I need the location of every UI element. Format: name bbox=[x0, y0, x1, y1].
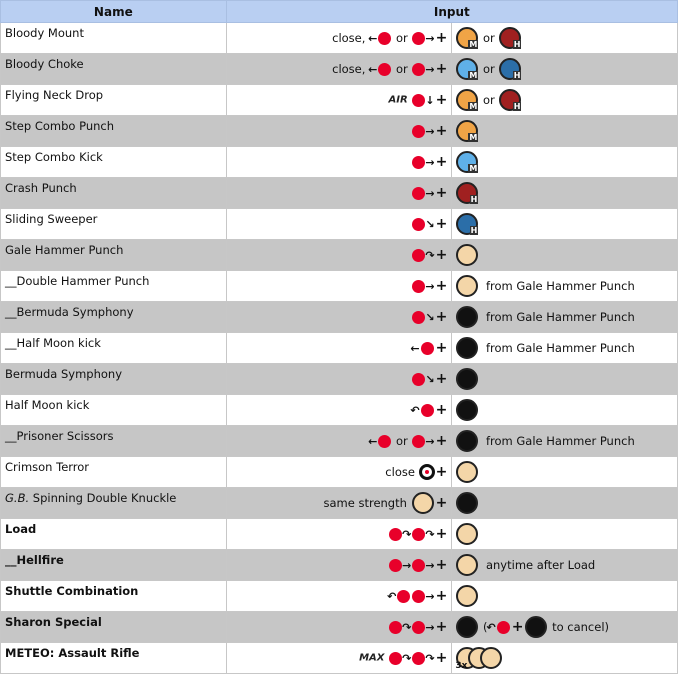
table-row bbox=[1, 147, 678, 178]
move-note: from Gale Hammer Punch bbox=[485, 310, 635, 324]
punch-icon bbox=[456, 275, 478, 297]
plus-icon: + bbox=[435, 495, 448, 511]
joystick-icon bbox=[412, 94, 425, 107]
move-note: from Gale Hammer Punch bbox=[485, 279, 635, 293]
arrow-right-icon: → bbox=[425, 186, 435, 200]
table-row bbox=[1, 178, 678, 209]
plus-icon: + bbox=[511, 619, 524, 635]
button-cell bbox=[452, 240, 678, 271]
back-quarter-circle-icon: ↶ bbox=[486, 620, 496, 634]
arrow-right-icon: → bbox=[425, 31, 435, 45]
joystick-icon bbox=[412, 249, 425, 262]
plus-icon: + bbox=[435, 464, 448, 480]
motion-cell bbox=[226, 612, 452, 643]
arrow-left-icon: ← bbox=[410, 341, 420, 355]
punch-icon bbox=[480, 647, 502, 669]
max-label: MAX bbox=[359, 652, 385, 664]
table-row bbox=[1, 209, 678, 240]
paren-open: ( bbox=[482, 620, 488, 634]
joystick-icon bbox=[412, 218, 425, 231]
joystick-icon bbox=[412, 590, 425, 603]
plus-icon: + bbox=[435, 185, 448, 201]
motion-cell bbox=[226, 209, 452, 240]
joystick-icon bbox=[412, 435, 425, 448]
medium-punch-icon: M bbox=[456, 120, 478, 142]
triple-punch-icon bbox=[455, 647, 505, 669]
table-row bbox=[1, 581, 678, 612]
full-circle-icon bbox=[419, 464, 435, 480]
air-label: AIR bbox=[388, 94, 408, 106]
motion-cell bbox=[226, 457, 452, 488]
punch-icon bbox=[456, 523, 478, 545]
table-row bbox=[1, 271, 678, 302]
move-name-rest: Spinning Double Knuckle bbox=[29, 491, 177, 505]
joystick-icon bbox=[412, 187, 425, 200]
motion-cell bbox=[226, 550, 452, 581]
button-cell bbox=[452, 85, 678, 116]
punch-icon bbox=[456, 244, 478, 266]
quarter-circle-icon: ↷ bbox=[425, 651, 435, 665]
motion-cell bbox=[226, 426, 452, 457]
button-cell bbox=[452, 23, 678, 54]
move-name: Sliding Sweeper bbox=[1, 209, 227, 240]
plus-icon: + bbox=[435, 30, 448, 46]
joystick-icon bbox=[389, 621, 402, 634]
move-name: Gale Hammer Punch bbox=[1, 240, 227, 271]
move-note: anytime after Load bbox=[485, 558, 596, 572]
motion-cell bbox=[226, 364, 452, 395]
button-cell bbox=[452, 116, 678, 147]
heavy-kick-icon: H bbox=[499, 58, 521, 80]
quarter-circle-icon: ↷ bbox=[425, 248, 435, 262]
button-cell bbox=[452, 612, 678, 643]
plus-icon: + bbox=[435, 278, 448, 294]
plus-icon: + bbox=[435, 433, 448, 449]
joystick-icon bbox=[389, 528, 402, 541]
plus-icon: + bbox=[435, 92, 448, 108]
medium-punch-icon: M bbox=[456, 27, 478, 49]
move-note: from Gale Hammer Punch bbox=[485, 341, 635, 355]
joystick-icon bbox=[397, 590, 410, 603]
button-cell bbox=[452, 364, 678, 395]
joystick-icon bbox=[412, 652, 425, 665]
quarter-circle-icon: ↷ bbox=[402, 620, 412, 634]
arrow-right-icon: → bbox=[425, 434, 435, 448]
move-name bbox=[1, 488, 227, 519]
arrow-right-icon: → bbox=[425, 279, 435, 293]
plus-icon: + bbox=[435, 309, 448, 325]
motion-cell bbox=[226, 23, 452, 54]
joystick-icon bbox=[412, 125, 425, 138]
kick-icon bbox=[456, 430, 478, 452]
kick-icon bbox=[456, 306, 478, 328]
move-name: __Hellfire bbox=[1, 550, 227, 581]
plus-icon: + bbox=[435, 154, 448, 170]
table-row bbox=[1, 395, 678, 426]
arrow-down-icon: ↓ bbox=[425, 93, 435, 107]
quarter-circle-icon: ↷ bbox=[402, 527, 412, 541]
button-cell bbox=[452, 550, 678, 581]
joystick-icon bbox=[389, 652, 402, 665]
table-row bbox=[1, 519, 678, 550]
button-cell bbox=[452, 643, 678, 674]
punch-icon bbox=[456, 585, 478, 607]
arrow-down-right-icon: ↘ bbox=[425, 217, 435, 231]
joystick-icon bbox=[412, 63, 425, 76]
joystick-icon bbox=[412, 32, 425, 45]
move-name: __Prisoner Scissors bbox=[1, 426, 227, 457]
plus-icon: + bbox=[435, 588, 448, 604]
button-cell bbox=[452, 581, 678, 612]
button-cell bbox=[452, 457, 678, 488]
motion-cell bbox=[226, 271, 452, 302]
move-name: Bermuda Symphony bbox=[1, 364, 227, 395]
table-row bbox=[1, 426, 678, 457]
joystick-icon bbox=[412, 311, 425, 324]
arrow-right-icon: → bbox=[402, 558, 412, 572]
header-row bbox=[1, 1, 678, 23]
move-name: Flying Neck Drop bbox=[1, 85, 227, 116]
button-cell bbox=[452, 209, 678, 240]
table-row bbox=[1, 612, 678, 643]
medium-kick-icon: M bbox=[456, 151, 478, 173]
motion-text: close bbox=[385, 465, 415, 479]
move-note: to cancel) bbox=[552, 620, 610, 634]
kick-icon bbox=[525, 616, 547, 638]
joystick-icon bbox=[421, 342, 434, 355]
joystick-icon bbox=[412, 559, 425, 572]
joystick-icon bbox=[378, 63, 391, 76]
plus-icon: + bbox=[435, 402, 448, 418]
back-quarter-circle-icon: ↶ bbox=[410, 403, 420, 417]
arrow-left-icon: ← bbox=[368, 434, 378, 448]
heavy-punch-icon: H bbox=[456, 182, 478, 204]
kick-icon bbox=[456, 368, 478, 390]
motion-cell bbox=[226, 178, 452, 209]
move-name: __Bermuda Symphony bbox=[1, 302, 227, 333]
or-text: or bbox=[482, 93, 495, 107]
or-text: or bbox=[482, 31, 495, 45]
kick-icon bbox=[456, 492, 478, 514]
kick-icon bbox=[456, 616, 478, 638]
button-cell bbox=[452, 395, 678, 426]
plus-icon: + bbox=[435, 340, 448, 356]
joystick-icon bbox=[412, 280, 425, 293]
motion-cell bbox=[226, 581, 452, 612]
move-note: from Gale Hammer Punch bbox=[485, 434, 635, 448]
joystick-icon bbox=[412, 156, 425, 169]
table-row bbox=[1, 333, 678, 364]
arrow-right-icon: → bbox=[425, 558, 435, 572]
motion-cell bbox=[226, 519, 452, 550]
motion-cell bbox=[226, 302, 452, 333]
button-cell bbox=[452, 302, 678, 333]
heavy-kick-icon: H bbox=[456, 213, 478, 235]
arrow-right-icon: → bbox=[425, 62, 435, 76]
move-name: Sharon Special bbox=[1, 612, 227, 643]
move-name: Shuttle Combination bbox=[1, 581, 227, 612]
plus-icon: + bbox=[435, 619, 448, 635]
joystick-icon bbox=[412, 621, 425, 634]
arrow-right-icon: → bbox=[425, 620, 435, 634]
quarter-circle-icon: ↷ bbox=[402, 651, 412, 665]
move-name: __Half Moon kick bbox=[1, 333, 227, 364]
button-cell bbox=[452, 519, 678, 550]
button-cell bbox=[452, 333, 678, 364]
header-input[interactable]: Input bbox=[226, 1, 677, 23]
motion-text: same strength bbox=[323, 496, 407, 510]
plus-icon: + bbox=[435, 557, 448, 573]
button-cell bbox=[452, 426, 678, 457]
joystick-icon bbox=[378, 32, 391, 45]
move-name: Crimson Terror bbox=[1, 457, 227, 488]
plus-icon: + bbox=[435, 123, 448, 139]
table-row bbox=[1, 23, 678, 54]
button-cell bbox=[452, 147, 678, 178]
kick-icon bbox=[456, 337, 478, 359]
joystick-icon bbox=[497, 621, 510, 634]
plus-icon: + bbox=[435, 371, 448, 387]
button-cell bbox=[452, 488, 678, 519]
move-name: Half Moon kick bbox=[1, 395, 227, 426]
arrow-right-icon: → bbox=[425, 124, 435, 138]
arrow-left-icon: ← bbox=[368, 31, 378, 45]
arrow-right-icon: → bbox=[425, 589, 435, 603]
joystick-icon bbox=[378, 435, 391, 448]
multiplier-label: 3x bbox=[455, 661, 468, 671]
button-cell bbox=[452, 271, 678, 302]
or-text: or bbox=[395, 62, 408, 76]
table-row bbox=[1, 550, 678, 581]
table-row bbox=[1, 643, 678, 674]
plus-icon: + bbox=[435, 526, 448, 542]
arrow-left-icon: ← bbox=[368, 62, 378, 76]
table-row bbox=[1, 457, 678, 488]
quarter-circle-icon: ↷ bbox=[425, 527, 435, 541]
joystick-icon bbox=[412, 528, 425, 541]
table-row bbox=[1, 116, 678, 147]
plus-icon: + bbox=[435, 216, 448, 232]
joystick-icon bbox=[389, 559, 402, 572]
heavy-punch-icon: H bbox=[499, 27, 521, 49]
motion-text: close, bbox=[332, 62, 366, 76]
move-name: Bloody Choke bbox=[1, 54, 227, 85]
table-row bbox=[1, 240, 678, 271]
table-row bbox=[1, 364, 678, 395]
motion-cell bbox=[226, 116, 452, 147]
header-name[interactable]: Name bbox=[1, 1, 227, 23]
move-name-prefix: G.B. bbox=[5, 491, 30, 505]
medium-punch-icon: M bbox=[456, 89, 478, 111]
plus-icon: + bbox=[435, 650, 448, 666]
z-motion-icon: ↘ bbox=[425, 372, 435, 386]
table-row bbox=[1, 85, 678, 116]
move-name: Load bbox=[1, 519, 227, 550]
table-row bbox=[1, 488, 678, 519]
motion-cell bbox=[226, 333, 452, 364]
kick-icon bbox=[456, 399, 478, 421]
or-text: or bbox=[395, 31, 408, 45]
joystick-icon bbox=[421, 404, 434, 417]
move-name: Bloody Mount bbox=[1, 23, 227, 54]
punch-icon bbox=[456, 461, 478, 483]
motion-cell bbox=[226, 643, 452, 674]
heavy-punch-icon: H bbox=[499, 89, 521, 111]
or-text: or bbox=[482, 62, 495, 76]
plus-icon: + bbox=[435, 61, 448, 77]
motion-cell bbox=[226, 85, 452, 116]
move-name: Crash Punch bbox=[1, 178, 227, 209]
arrow-right-icon: → bbox=[425, 155, 435, 169]
motion-cell bbox=[226, 488, 452, 519]
medium-kick-icon: M bbox=[456, 58, 478, 80]
plus-icon: + bbox=[435, 247, 448, 263]
punch-icon bbox=[456, 554, 478, 576]
motion-cell bbox=[226, 395, 452, 426]
move-name: Step Combo Kick bbox=[1, 147, 227, 178]
motion-cell bbox=[226, 54, 452, 85]
move-name: __Double Hammer Punch bbox=[1, 271, 227, 302]
move-name: Step Combo Punch bbox=[1, 116, 227, 147]
button-cell bbox=[452, 54, 678, 85]
motion-cell bbox=[226, 147, 452, 178]
table-row bbox=[1, 302, 678, 333]
arrow-down-right-icon: ↘ bbox=[425, 310, 435, 324]
motion-text: close, bbox=[332, 31, 366, 45]
punch-icon bbox=[412, 492, 434, 514]
button-cell bbox=[452, 178, 678, 209]
motion-cell bbox=[226, 240, 452, 271]
or-text: or bbox=[395, 434, 408, 448]
joystick-icon bbox=[412, 373, 425, 386]
table-row bbox=[1, 54, 678, 85]
back-quarter-circle-icon: ↶ bbox=[387, 589, 397, 603]
move-name: METEO: Assault Rifle bbox=[1, 643, 227, 674]
